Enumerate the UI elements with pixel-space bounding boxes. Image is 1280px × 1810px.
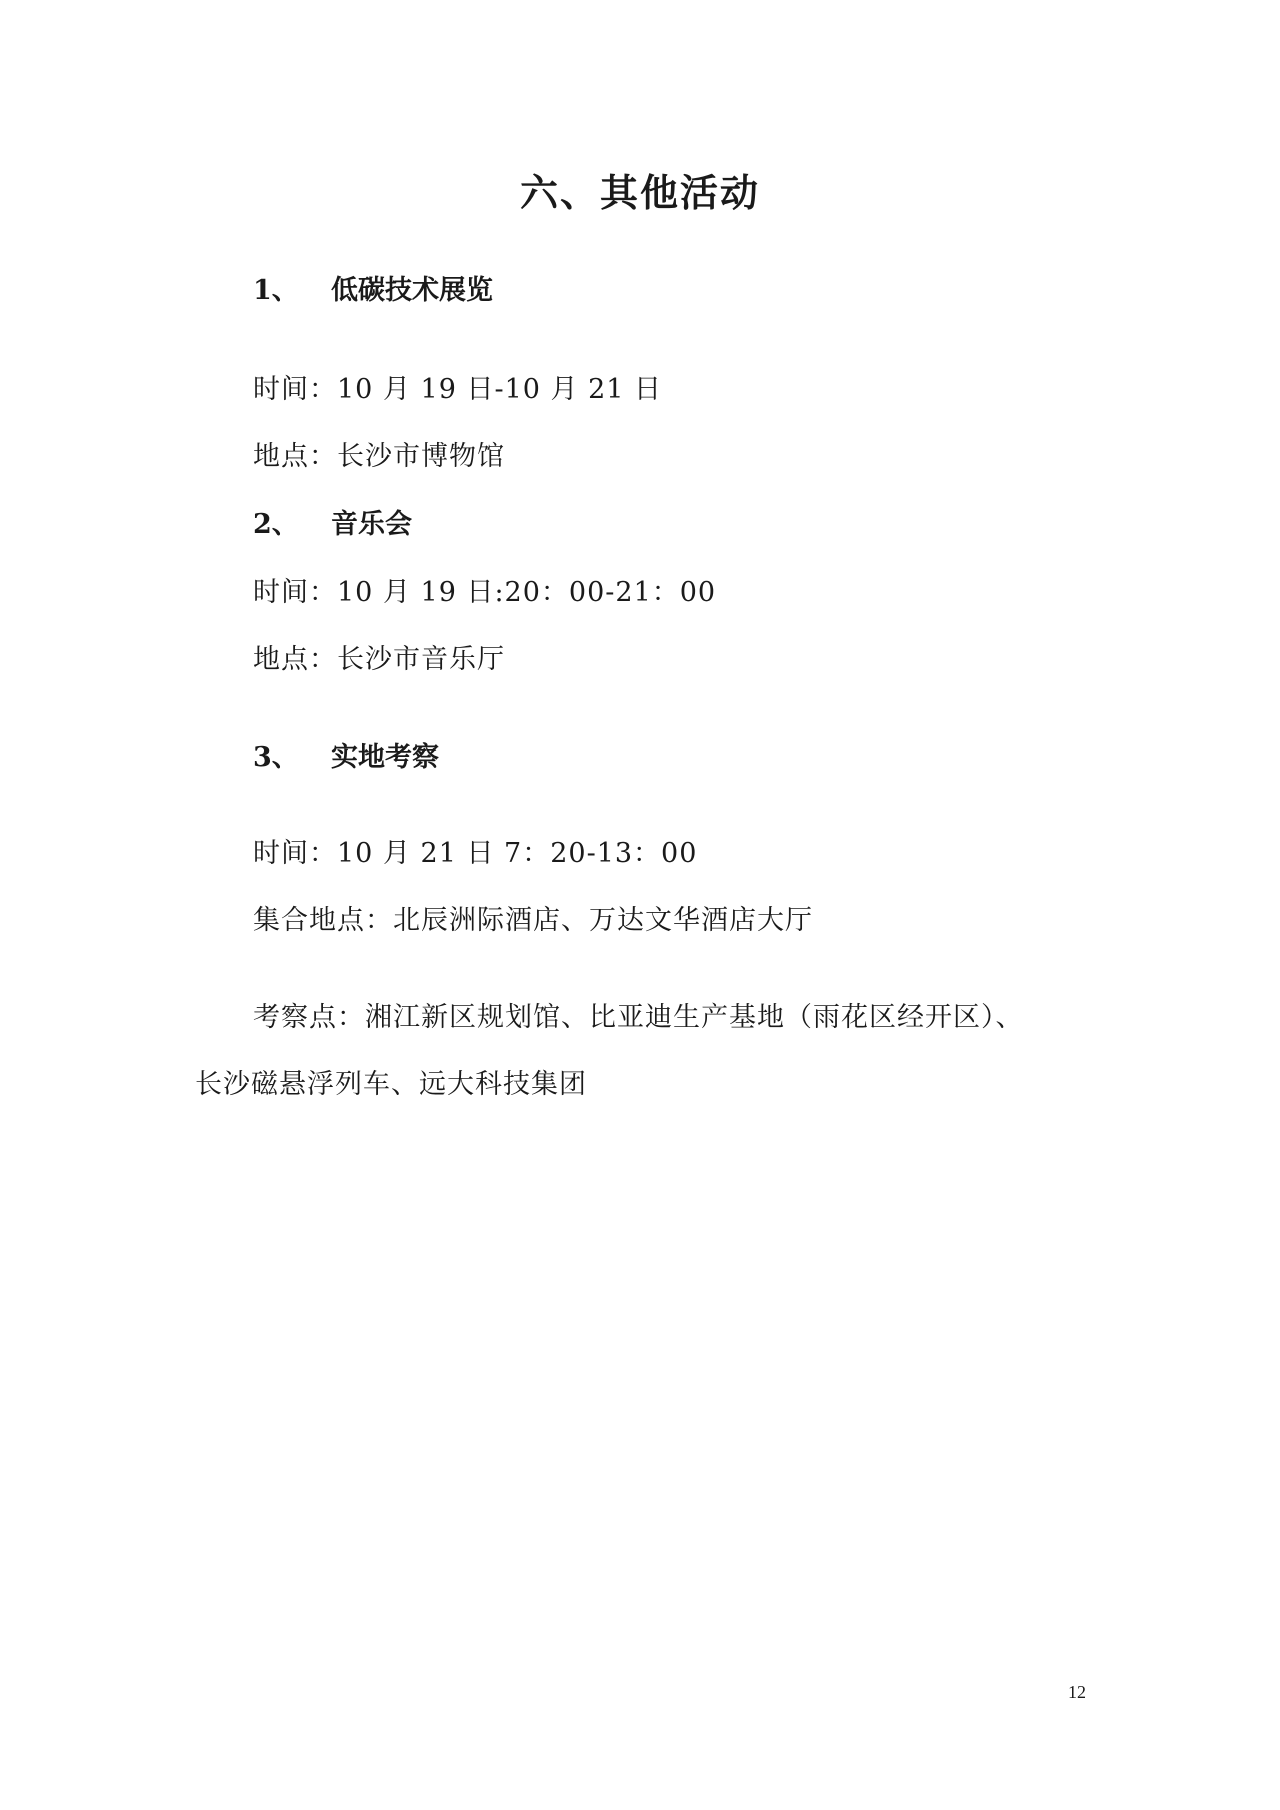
section-number-1: 1、 <box>253 275 299 306</box>
section-title-2: 音乐会 <box>331 509 412 540</box>
site-visit-meeting-point: 集合地点：北辰洲际酒店、万达文华酒店大厅 <box>253 905 813 936</box>
site-visit-time: 时间：10 月 21 日 7：20-13：00 <box>253 838 698 869</box>
exhibition-location: 地点：长沙市博物馆 <box>253 441 505 472</box>
page-title: 六、其他活动 <box>519 170 760 215</box>
section-title-1: 低碳技术展览 <box>331 275 493 306</box>
site-visit-stops-continued: 长沙磁悬浮列车、远大科技集团 <box>195 1069 587 1100</box>
exhibition-time: 时间：10 月 19 日-10 月 21 日 <box>253 374 663 405</box>
concert-location: 地点：长沙市音乐厅 <box>253 644 505 675</box>
section-heading-1 <box>253 268 493 307</box>
page-number: 12 <box>1068 1682 1086 1702</box>
section-number-3: 3、 <box>253 742 299 773</box>
section-title-3: 实地考察 <box>331 742 439 773</box>
site-visit-stops: 考察点：湘江新区规划馆、比亚迪生产基地（雨花区经开区）、 <box>253 1002 1024 1033</box>
section-heading-2 <box>253 502 412 541</box>
section-heading-3 <box>253 735 439 774</box>
section-number-2: 2、 <box>253 509 299 540</box>
concert-time: 时间：10 月 19 日:20：00-21：00 <box>253 577 717 608</box>
